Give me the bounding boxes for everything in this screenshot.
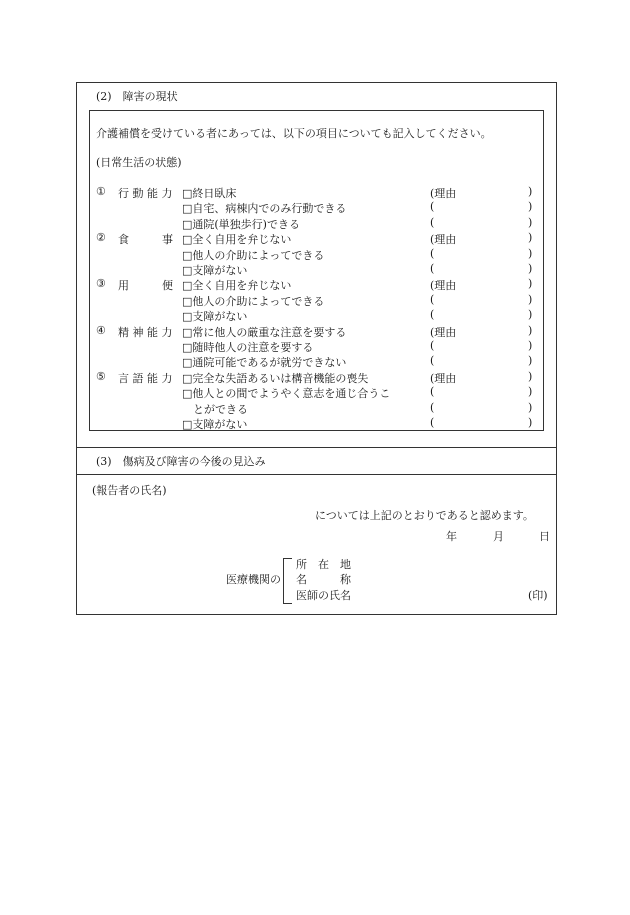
section3-title: (3) 傷病及び障害の今後の見込み <box>96 455 266 468</box>
row-reason: (理由 <box>430 371 457 385</box>
certification-statement: については上記のとおりであると認めます。 <box>315 509 534 522</box>
row-reason: ( <box>430 354 435 368</box>
row-reason-close: ) <box>528 416 533 429</box>
date-year-label: 年 <box>446 530 457 543</box>
row-option-checkbox[interactable]: □終日臥床 <box>182 187 237 200</box>
table-row <box>0 262 630 277</box>
table-row <box>0 385 630 400</box>
row-option-checkbox[interactable]: □全く自用を弁じない <box>182 233 292 247</box>
row-category: 言 語 能 力 <box>118 371 173 385</box>
row-reason: (理由 <box>430 279 457 293</box>
institution-bracket <box>283 558 292 604</box>
row-number: ③ <box>96 277 106 291</box>
table-row <box>0 324 630 339</box>
row-reason-close: ) <box>528 369 533 383</box>
row-reason-close: ) <box>528 354 533 368</box>
row-reason: ( <box>430 400 435 414</box>
row-reason: ( <box>430 292 435 306</box>
table-row <box>0 339 630 354</box>
row-reason-close: ) <box>528 400 533 414</box>
row-option-checkbox[interactable]: □通院(単独歩行)できる <box>182 217 300 231</box>
table-row <box>0 216 630 231</box>
table-row <box>0 200 630 215</box>
row-reason: ( <box>430 215 435 229</box>
row-option-checkbox[interactable]: □他人の介助によってできる <box>182 248 325 262</box>
row-option-checkbox[interactable]: □常に他人の厳重な注意を要する <box>182 325 347 339</box>
row-option-checkbox[interactable]: □自宅、病棟内でのみ行動できる <box>182 202 347 216</box>
row-reason: (理由 <box>430 325 457 339</box>
institution-name-label: 名 称 <box>296 573 351 586</box>
section3-bottom-divider <box>76 474 557 475</box>
row-number: ④ <box>96 323 106 337</box>
row-reason: (理由 <box>430 187 457 200</box>
row-reason-close: ) <box>528 277 533 291</box>
seal-mark: (印) <box>528 589 548 602</box>
table-row <box>0 293 630 308</box>
table-row <box>0 370 630 385</box>
table-row <box>0 277 630 292</box>
section3-top-divider <box>76 447 557 448</box>
row-option-checkbox[interactable]: □他人の介助によってできる <box>182 294 325 308</box>
institution-label: 医療機関の <box>226 573 281 586</box>
row-option-checkbox[interactable]: □随時他人の注意を要する <box>182 341 314 354</box>
row-number: ① <box>96 185 106 198</box>
row-reason-close: ) <box>528 215 533 229</box>
row-category: 食 事 <box>118 233 173 247</box>
row-reason: ( <box>430 339 435 352</box>
row-reason-close: ) <box>528 246 533 260</box>
row-option-checkbox[interactable]: □全く自用を弁じない <box>182 279 292 293</box>
section2-title: (2) 障害の現状 <box>96 90 178 103</box>
section2-instruction: 介護補償を受けている者にあっては、以下の項目についても記入してください。 <box>96 127 492 140</box>
table-row <box>0 231 630 246</box>
doctor-name-label: 医師の氏名 <box>296 589 351 602</box>
table-row <box>0 308 630 323</box>
row-option-checkbox[interactable]: □支障がない <box>182 264 248 277</box>
row-reason: ( <box>430 262 435 275</box>
table-row <box>0 354 630 369</box>
row-reason-close: ) <box>528 185 533 198</box>
row-option-checkbox[interactable]: □他人との間でようやく意志を通じ合うこ <box>182 387 391 401</box>
row-category: 精 神 能 力 <box>118 325 173 339</box>
row-reason-close: ) <box>528 339 533 352</box>
row-category: 行 動 能 力 <box>118 187 173 200</box>
row-option-checkbox[interactable]: □完全な失語あるいは構音機能の喪失 <box>182 371 369 385</box>
row-reason-close: ) <box>528 200 533 214</box>
table-row <box>0 185 630 200</box>
row-option-continuation: とができる <box>182 402 248 416</box>
table-row <box>0 401 630 416</box>
table-row <box>0 247 630 262</box>
row-reason-close: ) <box>528 231 533 245</box>
row-option-checkbox[interactable]: □支障がない <box>182 310 248 324</box>
daily-life-heading: (日常生活の状態) <box>96 156 182 169</box>
row-number: ② <box>96 231 106 245</box>
row-option-checkbox[interactable]: □支障がない <box>182 418 248 431</box>
daily-life-table <box>0 185 630 435</box>
row-reason: ( <box>430 308 435 322</box>
row-reason-close: ) <box>528 292 533 306</box>
row-reason: ( <box>430 385 435 399</box>
date-day-label: 日 <box>539 530 550 543</box>
row-reason: (理由 <box>430 233 457 247</box>
row-reason-close: ) <box>528 308 533 322</box>
row-option-checkbox[interactable]: □通院可能であるが就労できない <box>182 356 347 370</box>
row-reason: ( <box>430 246 435 260</box>
row-reason: ( <box>430 416 435 429</box>
row-number: ⑤ <box>96 369 106 383</box>
address-label: 所 在 地 <box>296 558 351 571</box>
row-reason-close: ) <box>528 323 533 337</box>
date-month-label: 月 <box>493 530 504 543</box>
table-row <box>0 416 630 431</box>
row-reason-close: ) <box>528 385 533 399</box>
row-category: 用 便 <box>118 279 173 293</box>
row-reason-close: ) <box>528 262 533 275</box>
reporter-heading: (報告者の氏名) <box>92 484 167 497</box>
row-reason: ( <box>430 200 435 214</box>
